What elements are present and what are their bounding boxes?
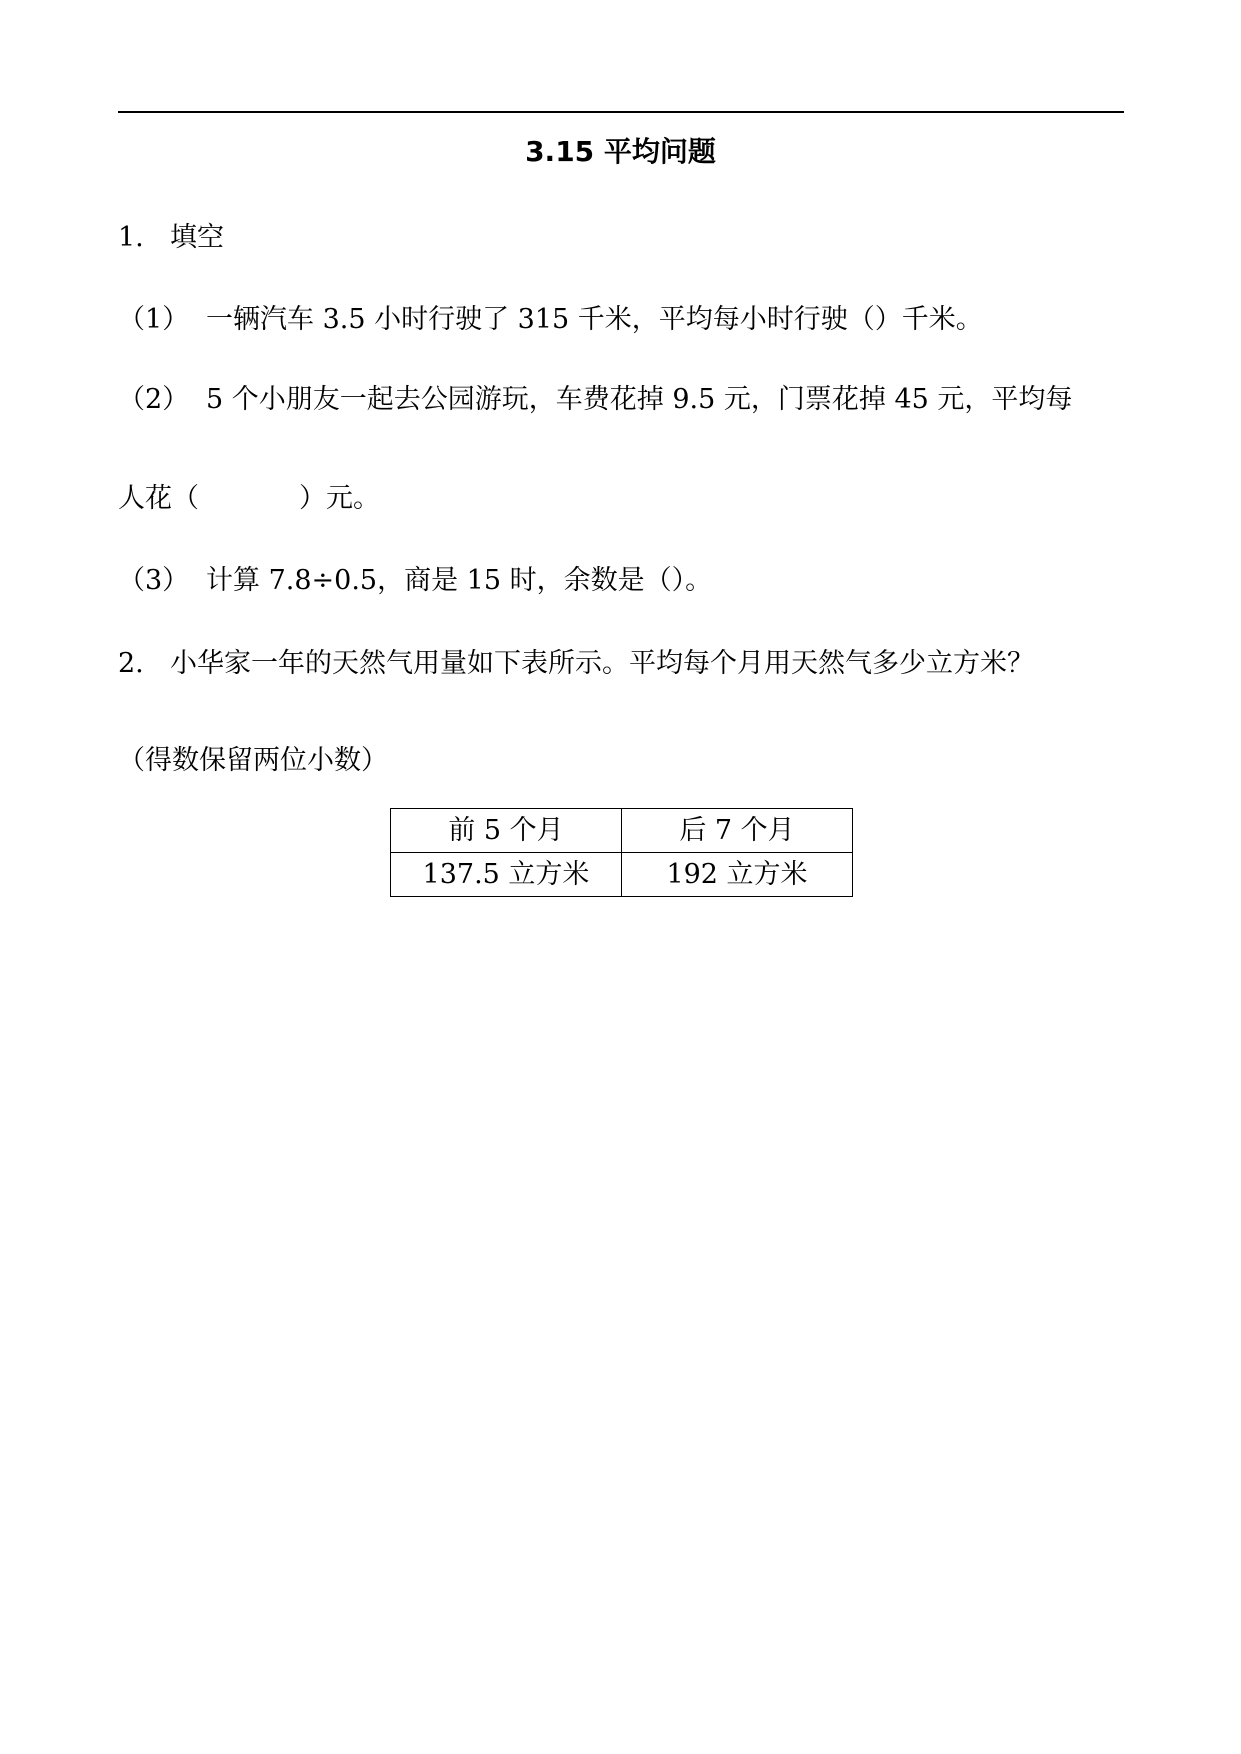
gas-usage-table (390, 808, 853, 897)
question-1-item-2 (118, 382, 1072, 418)
question-2 (118, 646, 1034, 682)
question-1-item-2-continuation (118, 481, 380, 517)
question-1-item-1 (118, 302, 983, 338)
table-cell: 192 立方米 (622, 853, 853, 897)
page-title: 3.15 平均问题 (525, 135, 716, 168)
question-1-item-3 (118, 563, 712, 599)
header-rule (118, 111, 1124, 113)
item-1-text: 一辆汽车 3.5 小时行驶了 315 千米，平均每小时行驶（）千米。 (206, 304, 983, 335)
item-2-text: 5 个小朋友一起去公园游玩，车费花掉 9.5 元，门票花掉 45 元，平均每 (206, 384, 1073, 415)
item-2-cont-after: ）元。 (299, 483, 380, 514)
question-1-heading (118, 220, 224, 256)
table-row (391, 853, 853, 897)
question-2-number: 2. (118, 648, 144, 679)
table-header-row (391, 809, 853, 853)
item-2-label: （2） (118, 384, 190, 415)
question-2-text: 小华家一年的天然气用量如下表所示。平均每个月用天然气多少立方米？ (170, 648, 1034, 679)
table-header-cell: 前 5 个月 (391, 809, 622, 853)
item-3-text: 计算 7.8÷0.5，商是 15 时，余数是（）。 (206, 565, 713, 596)
table-cell: 137.5 立方米 (391, 853, 622, 897)
question-1-title: 填空 (170, 222, 224, 253)
table-header-cell: 后 7 个月 (622, 809, 853, 853)
item-2-cont-before: 人花（ (118, 483, 199, 514)
item-3-label: （3） (118, 565, 190, 596)
question-1-number: 1. (118, 222, 144, 253)
item-1-label: （1） (118, 304, 190, 335)
question-2-note: （得数保留两位小数） (118, 745, 388, 776)
